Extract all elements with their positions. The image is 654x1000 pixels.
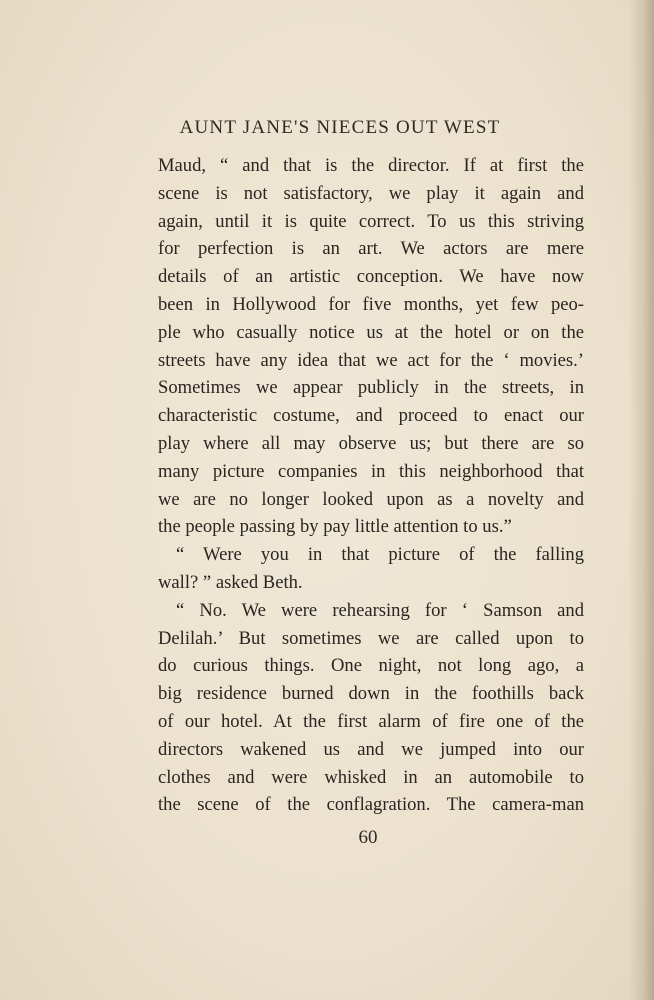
text-line: Delilah.’ But sometimes we are called upon to [158, 627, 584, 649]
text-line: been in Hollywood for five months, yet few peo- [158, 293, 584, 315]
text-line: scene is not satisfactory, we play it again and [158, 182, 584, 204]
text-line: again, until it is quite correct. To us this striving [158, 210, 584, 232]
page-number: 60 [358, 827, 378, 848]
text-line: ple who casually notice us at the hotel or on the [158, 321, 584, 343]
text-line: do curious things. One night, not long ago, a [158, 655, 584, 677]
text-line: for perfection is an art. We actors are mere [158, 238, 584, 260]
text-line: clothes and were whisked in an automobile to [158, 766, 584, 788]
text-line: many picture companies in this neighborhood that [158, 460, 584, 482]
body-text [158, 152, 584, 819]
text-line: directors wakened us and we jumped into our [158, 738, 584, 760]
spine-shadow [628, 0, 654, 1000]
text-line: we are no longer looked upon as a novelty and [158, 488, 584, 510]
text-line: the scene of the conflagration. The camera-man [158, 794, 584, 816]
text-line: “ No. We were rehearsing for ‘ Samson and [176, 599, 584, 621]
text-line: Maud, “ and that is the director. If at first the [158, 155, 584, 176]
text-line: streets have any idea that we act for the ‘ movies.’ [158, 349, 584, 371]
text-line: play where all may observe us; but there are so [158, 432, 584, 454]
text-line: wall? ” asked Beth. [158, 571, 303, 593]
running-head: AUNT JANE'S NIECES OUT WEST [179, 117, 501, 138]
text-line: Sometimes we appear publicly in the streets, in [158, 377, 584, 399]
text-line: details of an artistic conception. We have now [158, 266, 584, 288]
text-line: big residence burned down in the foothills back [158, 683, 584, 705]
text-line: “ Were you in that picture of the falling [176, 544, 584, 566]
text-line: characteristic costume, and proceed to enact our [158, 405, 584, 427]
text-line: the people passing by pay little attention to us.” [158, 516, 512, 538]
text-line: of our hotel. At the first alarm of fire one of the [158, 710, 584, 732]
